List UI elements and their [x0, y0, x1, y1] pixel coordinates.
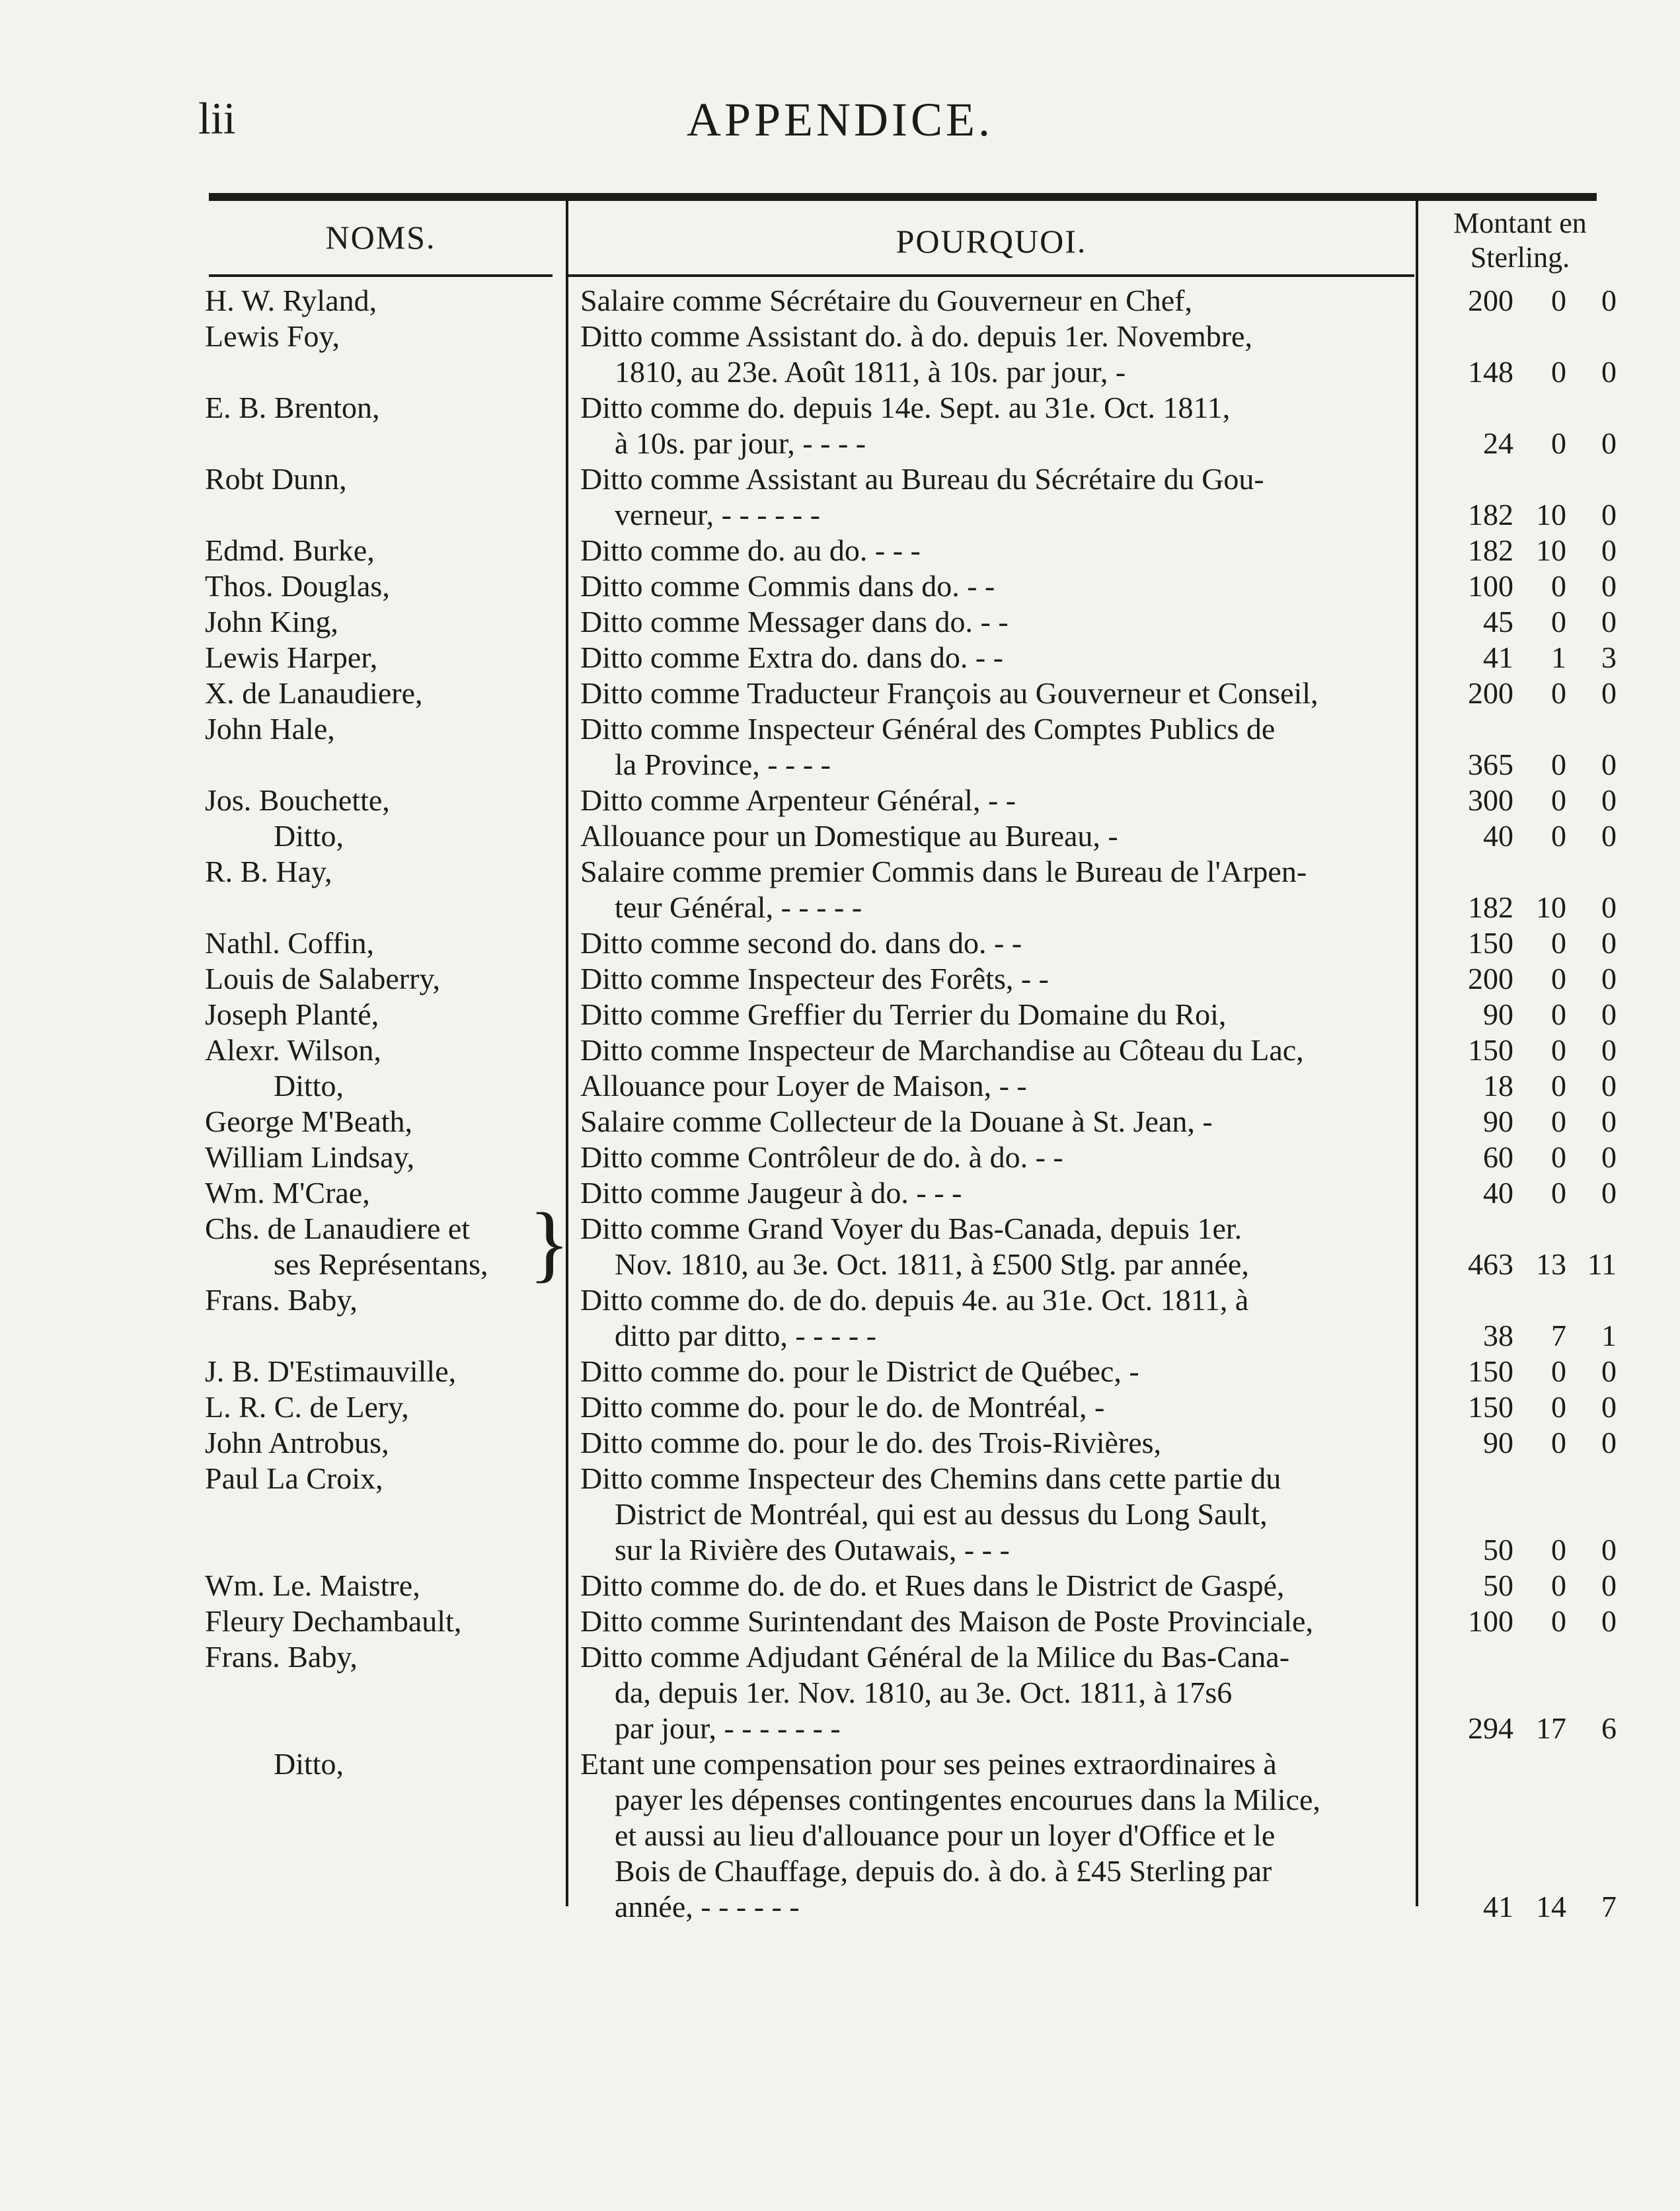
payee-name — [205, 676, 549, 711]
payment-description-line: 1810, au 23e. Août 1811, à 10s. par jour, - — [615, 355, 1126, 389]
payee-name — [205, 1282, 549, 1318]
amount-shillings: 10 — [1536, 890, 1566, 924]
amount-shillings: 0 — [1551, 1176, 1566, 1210]
table-row — [0, 1282, 1680, 1354]
payment-description — [580, 997, 1414, 1032]
amount-pence: 11 — [1587, 1247, 1617, 1281]
table-row — [0, 1068, 1680, 1104]
payment-description-line: Ditto comme Adjudant Général de la Milice du Bas-Cana- — [580, 1640, 1290, 1674]
payee-name — [205, 604, 549, 640]
payee-name-line: Louis de Salaberry, — [205, 962, 440, 995]
table-row — [0, 925, 1680, 961]
payee-name — [205, 1746, 549, 1782]
payee-name-line: Joseph Planté, — [205, 997, 379, 1031]
amount-pounds: 200 — [1468, 962, 1513, 995]
table-row — [0, 818, 1680, 854]
payment-description — [580, 533, 1414, 568]
payee-name — [205, 1104, 549, 1140]
payee-name — [205, 1140, 549, 1175]
amount-pence: 0 — [1601, 569, 1617, 603]
payee-name-line: Alexr. Wilson, — [205, 1033, 381, 1067]
amount-pence: 0 — [1601, 1069, 1617, 1103]
table-row — [0, 711, 1680, 783]
amount-pence: 3 — [1601, 640, 1617, 674]
payment-description-line: Ditto comme Inspecteur des Forêts, - - — [580, 962, 1049, 995]
payment-description-line: Ditto comme Inspecteur de Marchandise au Côteau du Lac, — [580, 1033, 1304, 1067]
column-header-names: NOMS. — [325, 219, 436, 256]
payee-name — [205, 1568, 549, 1604]
payment-description — [580, 1604, 1414, 1639]
payment-description-line: da, depuis 1er. Nov. 1810, au 3e. Oct. 1811, à 17s6 — [615, 1676, 1233, 1709]
amount-pence: 0 — [1601, 1354, 1617, 1388]
amount-pounds: 100 — [1468, 569, 1513, 603]
header-rule-names — [209, 274, 553, 277]
amount-pence: 0 — [1601, 1176, 1617, 1210]
payee-name-line: Robt Dunn, — [205, 462, 347, 496]
payment-description-line: Bois de Chauffage, depuis do. à do. à £45 Sterling par — [615, 1854, 1272, 1888]
table-row — [0, 854, 1680, 925]
table-row — [0, 461, 1680, 533]
table-row — [0, 640, 1680, 676]
payment-description-line: Ditto comme Extra do. dans do. - - — [580, 640, 1004, 674]
amount-shillings: 0 — [1551, 1140, 1566, 1174]
table-row — [0, 1568, 1680, 1604]
column-header-purpose: POURQUOI. — [896, 223, 1087, 260]
payment-description — [580, 1568, 1414, 1604]
table-row — [0, 390, 1680, 461]
amount-pounds: 50 — [1483, 1533, 1513, 1567]
payee-name-line: Ditto, — [274, 1747, 344, 1781]
payment-description — [580, 1639, 1414, 1746]
amount-shillings: 14 — [1536, 1890, 1566, 1923]
amount-pounds: 41 — [1483, 640, 1513, 674]
payee-name — [205, 319, 549, 354]
payee-name-line: L. R. C. de Lery, — [205, 1390, 409, 1424]
table-row — [0, 783, 1680, 818]
payee-name — [205, 1032, 549, 1068]
payee-name-line: Wm. M'Crae, — [205, 1176, 370, 1210]
amount-pence: 0 — [1601, 962, 1617, 995]
brace-glyph: } — [529, 1196, 570, 1291]
payment-description-line: Ditto comme Messager dans do. - - — [580, 605, 1009, 639]
amount-pence: 0 — [1601, 1140, 1617, 1174]
amount-pence: 0 — [1601, 1033, 1617, 1067]
amount-shillings: 0 — [1551, 748, 1566, 781]
amount-pence: 0 — [1601, 1569, 1617, 1602]
amount-pence: 0 — [1601, 605, 1617, 639]
payee-name — [205, 818, 549, 854]
amount-pounds: 182 — [1468, 533, 1513, 567]
payment-description-line: Salaire comme Collecteur de la Douane à St. Jean, - — [580, 1105, 1213, 1138]
payment-description-line: Salaire comme premier Commis dans le Bureau de l'Arpen- — [580, 855, 1307, 888]
column-header-amount-line1: Montant en — [1453, 207, 1587, 239]
amount-shillings: 0 — [1551, 1426, 1566, 1459]
payee-name-line: Edmd. Burke, — [205, 533, 375, 567]
amount-pounds: 50 — [1483, 1569, 1513, 1602]
payment-description — [580, 1140, 1414, 1175]
page-title: APPENDICE. — [686, 93, 994, 146]
payee-name — [205, 1461, 549, 1496]
table-row — [0, 1104, 1680, 1140]
table-row — [0, 283, 1680, 319]
amount-pounds: 300 — [1468, 783, 1513, 817]
payee-name-line: Lewis Harper, — [205, 640, 378, 674]
amount-shillings: 0 — [1551, 997, 1566, 1031]
amount-pence: 7 — [1601, 1890, 1617, 1923]
payee-name-line: Lewis Foy, — [205, 319, 340, 353]
amount-shillings: 0 — [1551, 1604, 1566, 1638]
payment-description-line: Ditto comme Assistant au Bureau du Sécrétaire du Gou- — [580, 462, 1264, 496]
payment-description-line: année, - - - - - - — [615, 1890, 800, 1923]
payment-description-line: Ditto comme Arpenteur Général, - - — [580, 783, 1016, 817]
payee-name-line: John Hale, — [205, 712, 335, 746]
amount-pence: 0 — [1601, 1426, 1617, 1459]
payment-description-line: payer les dépenses contingentes encourues dans la Milice, — [615, 1783, 1320, 1816]
amount-shillings: 0 — [1551, 819, 1566, 853]
amount-pence: 0 — [1601, 748, 1617, 781]
amount-pounds: 38 — [1483, 1319, 1513, 1352]
amount-shillings: 0 — [1551, 1033, 1566, 1067]
payee-name-line: Frans. Baby, — [205, 1640, 358, 1674]
payee-name — [205, 783, 549, 818]
amount-pence: 6 — [1601, 1711, 1617, 1745]
amount-shillings: 0 — [1551, 1533, 1566, 1567]
payment-description-line: Ditto comme do. au do. - - - — [580, 533, 921, 567]
amount-pounds: 463 — [1468, 1247, 1513, 1281]
payee-name-line: E. B. Brenton, — [205, 391, 380, 424]
page-number: lii — [198, 93, 236, 143]
amount-shillings: 0 — [1551, 569, 1566, 603]
table-row — [0, 1604, 1680, 1639]
table-row — [0, 1746, 1680, 1925]
payment-description — [580, 1746, 1414, 1925]
payment-description — [580, 961, 1414, 997]
payee-name-line: Fleury Dechambault, — [205, 1604, 462, 1638]
payment-description-line: Ditto comme Jaugeur à do. - - - — [580, 1176, 962, 1210]
payment-description-line: verneur, - - - - - - — [615, 498, 821, 531]
payment-description — [580, 1425, 1414, 1461]
payment-description-line: Salaire comme Sécrétaire du Gouverneur en Chef, — [580, 284, 1192, 317]
column-header-amount-line2: Sterling. — [1470, 241, 1570, 274]
amount-shillings: 0 — [1551, 426, 1566, 460]
amount-pence: 0 — [1601, 498, 1617, 531]
amount-pence: 0 — [1601, 355, 1617, 389]
table-top-rule — [209, 193, 1597, 201]
amount-shillings: 0 — [1551, 1105, 1566, 1138]
payee-name — [205, 925, 549, 961]
amount-pounds: 200 — [1468, 284, 1513, 317]
payment-description — [580, 818, 1414, 854]
table-row — [0, 1461, 1680, 1568]
amount-shillings: 0 — [1551, 962, 1566, 995]
page-header — [0, 86, 1680, 159]
amount-pounds: 18 — [1483, 1069, 1513, 1103]
amount-pence: 0 — [1601, 926, 1617, 960]
payment-description-line: la Province, - - - - — [615, 748, 831, 781]
amount-pounds: 182 — [1468, 890, 1513, 924]
amount-pounds: 90 — [1483, 997, 1513, 1031]
amount-pounds: 150 — [1468, 1033, 1513, 1067]
payment-description-line: Etant une compensation pour ses peines extraordinaires à — [580, 1747, 1277, 1781]
table-row — [0, 1389, 1680, 1425]
payee-name-line: George M'Beath, — [205, 1105, 413, 1138]
payment-description — [580, 1068, 1414, 1104]
amount-shillings: 0 — [1551, 926, 1566, 960]
amount-pounds: 148 — [1468, 355, 1513, 389]
table-row — [0, 1175, 1680, 1211]
table-row — [0, 1196, 1680, 1291]
payment-description — [580, 1175, 1414, 1211]
payment-description — [580, 1354, 1414, 1389]
amount-shillings: 0 — [1551, 783, 1566, 817]
amount-shillings: 10 — [1536, 498, 1566, 531]
amount-pounds: 100 — [1468, 1604, 1513, 1638]
payee-name — [205, 711, 549, 747]
payee-name-line: J. B. D'Estimauville, — [205, 1354, 457, 1388]
amount-pounds: 150 — [1468, 1390, 1513, 1424]
payment-description — [580, 1211, 1414, 1282]
amount-shillings: 17 — [1536, 1711, 1566, 1745]
payment-description-line: à 10s. par jour, - - - - — [615, 426, 866, 460]
payment-description — [580, 783, 1414, 818]
payee-name-line: ses Représentans, — [274, 1247, 488, 1281]
amount-pounds: 200 — [1468, 676, 1513, 710]
payment-description — [580, 604, 1414, 640]
payee-name — [205, 997, 549, 1032]
payment-description-line: Ditto comme Surintendant des Maison de Poste Provinciale, — [580, 1604, 1313, 1638]
payee-name-line: Paul La Croix, — [205, 1461, 383, 1495]
payee-name-line: Chs. de Lanaudiere et — [205, 1212, 471, 1245]
payment-description-line: Ditto comme Traducteur François au Gouverneur et Conseil, — [580, 676, 1318, 710]
column-header-amount — [1424, 206, 1616, 275]
payee-name-line: John Antrobus, — [205, 1426, 389, 1459]
payee-name — [205, 283, 549, 319]
amount-shillings: 13 — [1536, 1247, 1566, 1281]
payee-name-line: R. B. Hay, — [205, 855, 332, 888]
table-row — [0, 1425, 1680, 1461]
payee-name-line: H. W. Ryland, — [205, 284, 377, 317]
payee-name — [205, 461, 549, 497]
payment-description-line: Ditto comme do. depuis 14e. Sept. au 31e. Oct. 1811, — [580, 391, 1231, 424]
table-row — [0, 961, 1680, 997]
amount-pounds: 150 — [1468, 1354, 1513, 1388]
table-row — [0, 1639, 1680, 1746]
payee-name-line: Thos. Douglas, — [205, 569, 390, 603]
amount-shillings: 0 — [1551, 284, 1566, 317]
amount-shillings: 0 — [1551, 1354, 1566, 1388]
payment-description-line: Ditto comme do. pour le do. de Montréal, - — [580, 1390, 1105, 1424]
amount-pounds: 45 — [1483, 605, 1513, 639]
table-row — [0, 568, 1680, 604]
payee-name — [205, 1354, 549, 1389]
amount-shillings: 1 — [1551, 640, 1566, 674]
payment-description-line: Ditto comme Grand Voyer du Bas-Canada, depuis 1er. — [580, 1212, 1242, 1245]
amount-pence: 0 — [1601, 819, 1617, 853]
payment-description-line: Allouance pour un Domestique au Bureau, - — [580, 819, 1118, 853]
payment-description-line: ditto par ditto, - - - - - — [615, 1319, 877, 1352]
payment-description-line: par jour, - - - - - - - — [615, 1711, 841, 1745]
payment-description — [580, 1282, 1414, 1354]
table-row — [0, 533, 1680, 568]
amount-shillings: 10 — [1536, 533, 1566, 567]
payee-name-line: Jos. Bouchette, — [205, 783, 390, 817]
payment-description — [580, 854, 1414, 925]
payment-description-line: Ditto comme do. de do. et Rues dans le District de Gaspé, — [580, 1569, 1285, 1602]
payee-name-line: Ditto, — [274, 819, 344, 853]
amount-pence: 0 — [1601, 783, 1617, 817]
payment-description — [580, 925, 1414, 961]
amount-pence: 0 — [1601, 676, 1617, 710]
amount-pence: 1 — [1601, 1319, 1617, 1352]
payment-description — [580, 1104, 1414, 1140]
payment-description-line: Ditto comme second do. dans do. - - — [580, 926, 1022, 960]
payment-description-line: Ditto comme Inspecteur Général des Comptes Publics de — [580, 712, 1276, 746]
payee-name-line: Ditto, — [274, 1069, 344, 1103]
payee-name — [205, 390, 549, 426]
amount-pounds: 90 — [1483, 1426, 1513, 1459]
amount-shillings: 0 — [1551, 1390, 1566, 1424]
payment-description — [580, 676, 1414, 711]
payment-description-line: sur la Rivière des Outawais, - - - — [615, 1533, 1010, 1567]
amount-shillings: 0 — [1551, 1069, 1566, 1103]
payment-description — [580, 283, 1414, 319]
payee-name — [205, 961, 549, 997]
amount-pence: 0 — [1601, 1390, 1617, 1424]
payee-name-line: X. de Lanaudiere, — [205, 676, 423, 710]
payment-description — [580, 319, 1414, 390]
payment-description-line: Ditto comme Inspecteur des Chemins dans cette partie du — [580, 1461, 1281, 1495]
amount-shillings: 0 — [1551, 676, 1566, 710]
table-row — [0, 997, 1680, 1032]
payment-description — [580, 1461, 1414, 1568]
payment-description — [580, 390, 1414, 461]
amount-pence: 0 — [1601, 997, 1617, 1031]
payee-name — [205, 1425, 549, 1461]
amount-pounds: 150 — [1468, 926, 1513, 960]
payment-description-line: Ditto comme Assistant do. à do. depuis 1er. Novembre, — [580, 319, 1252, 353]
amount-pounds: 182 — [1468, 498, 1513, 531]
payee-name — [205, 1389, 549, 1425]
payee-name — [205, 1604, 549, 1639]
payee-name-line: William Lindsay, — [205, 1140, 415, 1174]
amount-shillings: 0 — [1551, 355, 1566, 389]
payment-description — [580, 711, 1414, 783]
payment-description-line: Nov. 1810, au 3e. Oct. 1811, à £500 Stlg. par année, — [615, 1247, 1249, 1281]
payment-description-line: Ditto comme do. de do. depuis 4e. au 31e. Oct. 1811, à — [580, 1283, 1249, 1317]
payment-description — [580, 1032, 1414, 1068]
amount-pounds: 294 — [1468, 1711, 1513, 1745]
payee-name — [205, 854, 549, 890]
amount-pounds: 40 — [1483, 1176, 1513, 1210]
amount-pence: 0 — [1601, 1604, 1617, 1638]
amount-pounds: 41 — [1483, 1890, 1513, 1923]
payee-name — [205, 1068, 549, 1104]
amount-pence: 0 — [1601, 284, 1617, 317]
amount-shillings: 7 — [1551, 1319, 1566, 1352]
payee-name-line: Nathl. Coffin, — [205, 926, 374, 960]
amount-pence: 0 — [1601, 426, 1617, 460]
payment-description — [580, 640, 1414, 676]
table-row — [0, 676, 1680, 711]
payment-description-line: Ditto comme Greffier du Terrier du Domaine du Roi, — [580, 997, 1227, 1031]
header-rule-purpose — [568, 274, 1414, 277]
amount-pence: 0 — [1601, 890, 1617, 924]
amount-pence: 0 — [1601, 1105, 1617, 1138]
amount-shillings: 0 — [1551, 605, 1566, 639]
payment-description-line: Allouance pour Loyer de Maison, - - — [580, 1069, 1027, 1103]
payment-description-line: teur Général, - - - - - — [615, 890, 862, 924]
amount-pence: 0 — [1601, 1533, 1617, 1567]
amount-shillings: 0 — [1551, 1569, 1566, 1602]
payment-description-line: Ditto comme Contrôleur de do. à do. - - — [580, 1140, 1063, 1174]
payee-name — [205, 1639, 549, 1675]
payment-description — [580, 1389, 1414, 1425]
amount-pounds: 365 — [1468, 748, 1513, 781]
amount-pence: 0 — [1601, 533, 1617, 567]
payment-description — [580, 568, 1414, 604]
amount-pounds: 60 — [1483, 1140, 1513, 1174]
payee-name — [205, 640, 549, 676]
payee-name-line: Wm. Le. Maistre, — [205, 1569, 420, 1602]
amount-pounds: 40 — [1483, 819, 1513, 853]
payment-description-line: Ditto comme Commis dans do. - - — [580, 569, 995, 603]
table-row — [0, 1140, 1680, 1175]
amount-pounds: 24 — [1483, 426, 1513, 460]
payee-name-line: Frans. Baby, — [205, 1283, 358, 1317]
payment-description-line: District de Montréal, qui est au dessus du Long Sault, — [615, 1497, 1268, 1531]
payment-description — [580, 461, 1414, 533]
amount-pounds: 90 — [1483, 1105, 1513, 1138]
table-row — [0, 604, 1680, 640]
payment-description-line: Ditto comme do. pour le do. des Trois-Rivières, — [580, 1426, 1162, 1459]
payee-name — [205, 568, 549, 604]
payee-name — [205, 533, 549, 568]
table-row — [0, 1354, 1680, 1389]
payee-name — [205, 1211, 549, 1282]
table-row — [0, 319, 1680, 390]
table-row — [0, 1032, 1680, 1068]
payee-name-line: John King, — [205, 605, 338, 639]
payment-description-line: et aussi au lieu d'allouance pour un loyer d'Office et le — [615, 1818, 1276, 1852]
payee-name — [205, 1175, 549, 1211]
payment-description-line: Ditto comme do. pour le District de Québec, - — [580, 1354, 1139, 1388]
